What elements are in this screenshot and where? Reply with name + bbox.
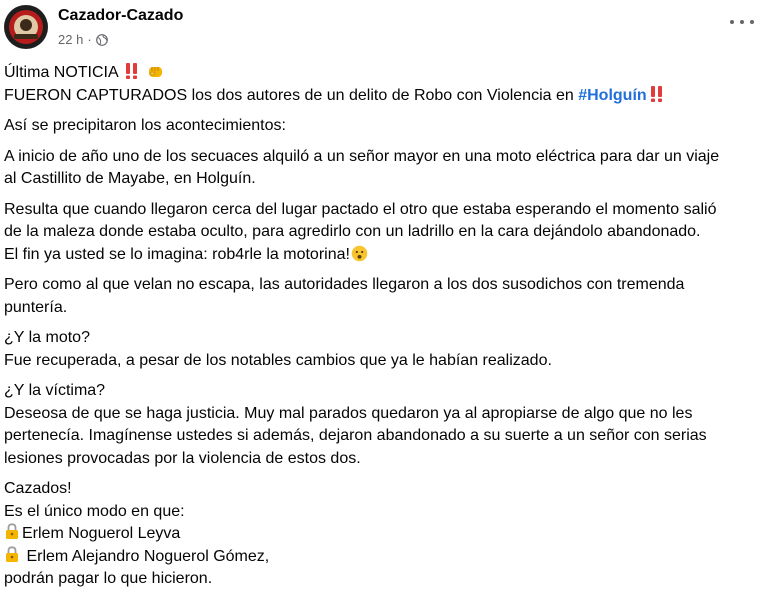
author-name[interactable]: Cazador-Cazado [58, 7, 184, 24]
lock-emoji-icon [4, 523, 20, 540]
paragraph-attack: Resulta que cuando llegaron cerca del lugar pactado el otro que estaba esperando el momento salió de la maleza donde estaba oculto, para agredirlo con un ladrillo en la cara dejándolo abandonado. El fin ya usted se lo imagina: rob4rle la motorina! [4, 200, 717, 263]
more-options-button[interactable] [730, 16, 754, 28]
post-header [0, 0, 764, 60]
lock-emoji-icon [4, 546, 20, 563]
more-options-icon [730, 20, 734, 24]
paragraph-intro: Así se precipitaron los acontecimientos: [4, 117, 286, 134]
paragraph-moto: ¿Y la moto? Fue recuperada, a pesar de los notables cambios que ya le habían realizado. [4, 329, 552, 369]
post-time[interactable]: 22 h [58, 32, 84, 47]
double-exclamation-icon [649, 85, 665, 103]
post-body [4, 62, 756, 599]
paragraph-capture: Pero como al que velan no escapa, las autoridades llegaron a los dos susodichos con tremenda puntería. [4, 276, 685, 316]
hashtag-link[interactable]: #Holguín [578, 86, 647, 104]
meta-separator: · [87, 32, 92, 47]
globe-icon [96, 34, 108, 46]
paragraph-headline: Última NOTICIA FUERON CAPTURADOS los dos autores de un delito de Robo con Violencia en #Holguín [4, 62, 756, 107]
page-avatar[interactable] [4, 5, 48, 49]
avatar-logo [4, 5, 48, 49]
paragraph-names: Cazados! Es el único modo en que: Erlem Noguerol Leyva Erlem Alejandro Noguerol Gómez, podrán pagar lo que hicieron. [4, 480, 270, 587]
post-meta [58, 32, 108, 47]
double-exclamation-icon [124, 62, 140, 80]
fist-emoji-icon [147, 63, 164, 80]
worried-face-emoji-icon [351, 245, 368, 262]
paragraph-victim: ¿Y la víctima? Deseosa de que se haga justicia. Muy mal parados quedaron ya al apropiarse de algo que no les pertenecía. Imagínense ustedes si además, dejaron abandonado a su suerte a un señor con serias lesiones provocadas por la violencia de estos dos. [4, 382, 707, 467]
paragraph-start: A inicio de año uno de los secuaces alquiló a un señor mayor en una moto eléctrica para dar un viaje al Castillito de Mayabe, en Holguín. [4, 147, 720, 187]
